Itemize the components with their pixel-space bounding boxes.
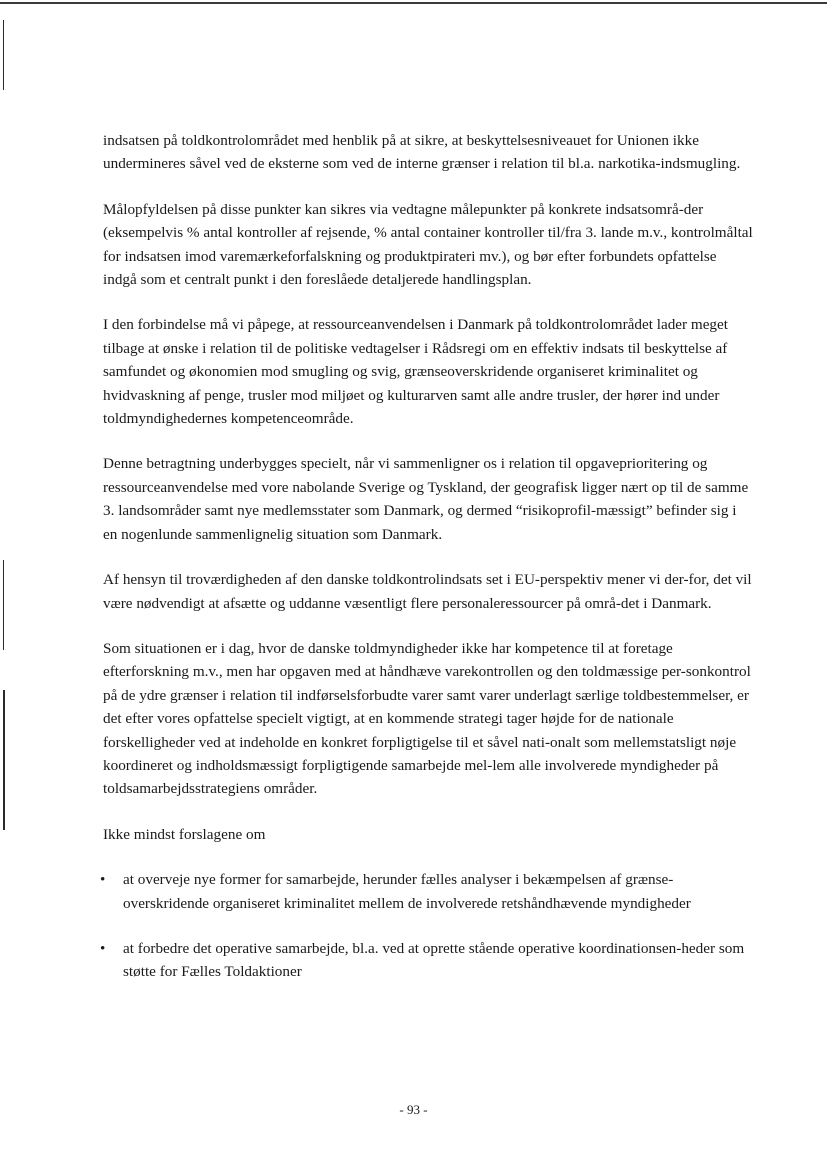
document-body: [103, 129, 753, 1006]
body-paragraph: Som situationen er i dag, hvor de danske toldmyndigheder ikke har kompetence til at foretage efterforskning m.v., men har opgaven med at håndhæve varekontrollen og den toldmæssige per-sonkontrol på de ydre grænser i relation til indførselsforbudte varer samt varer underlagt særlige toldbestemmelser, er det efter vores opfattelse specielt vigtigt, at en kommende strategi tager højde for de nationale forskelligheder ved at indeholde en konkret forpligtigelse til et såvel nati-onalt som mellemstatsligt nøje koordineret og indholdsmæssigt forpligtigende samarbejde mel-lem alle involverede myndigheder på toldsamarbejdsstrategiens områder.: [103, 639, 751, 798]
body-paragraph: Målopfyldelsen på disse punkter kan sikres via vedtagne målepunkter på konkrete indsatsområ-der (eksempelvis % antal kontroller af rejsende, % antal container kontroller til/fra 3. lande m.v., kontrolmåltal for indsatsen imod varemærkeforfalskning og produktpirateri mv.), og bør efter forbundets opfattelse indgå som et centralt punkt i den foreslåede detaljerede handlingsplan.: [103, 200, 753, 289]
left-margin-mark: [3, 560, 4, 650]
body-paragraph: I den forbindelse må vi påpege, at ressourceanvendelsen i Danmark på toldkontrolområdet lader meget tilbage at ønske i relation til de politiske vedtagelser i Rådsregi om en effektiv indsats til beskyttelse af samfundet og økonomien mod smugling og svig, grænseoverskridende organiseret kriminalitet og hvidvaskning af penge, trusler mod miljøet og kulturarven samt alle andre trusler, der hører ind under toldmyndighedernes kompetenceområde.: [103, 316, 728, 428]
body-paragraph: Ikke mindst forslagene om: [103, 825, 266, 843]
bullet-item: • at overveje nye former for samarbejde, herunder fælles analyser i bekæmpelsen af grænse-overskridende organiseret kriminalitet mellem de involverede retshåndhævende myndigheder: [103, 868, 753, 915]
body-paragraph: Af hensyn til troværdigheden af den danske toldkontrolindsats set i EU-perspektiv mener vi der-for, det vil være nødvendigt at afsætte og uddanne væsentligt flere personaleressourcer på områ-det i Danmark.: [103, 571, 752, 612]
left-margin-mark: [3, 690, 5, 830]
body-paragraph: Denne betragtning underbygges specielt, når vi sammenligner os i relation til opgaveprioritering og ressourceanvendelse med vore nabolande Sverige og Tyskland, der geografisk ligger nært op til de samme 3. landsområder samt nye medlemsstater som Danmark, og dermed “risikoprofil-mæssigt” befinder sig i en nogenlunde sammenlignelig situation som Danmark.: [103, 455, 749, 543]
body-paragraph: indsatsen på toldkontrolområdet med henblik på at sikre, at beskyttelsesniveauet for Unionen ikke undermineres såvel ved de eksterne som ved de interne grænser i relation til bl.a. narkotika-indsmugling.: [103, 132, 741, 173]
page-number: - 93 -: [399, 1102, 428, 1117]
bullet-list: [103, 868, 753, 984]
top-scan-rule: [0, 2, 827, 4]
left-margin-mark: [3, 20, 4, 90]
bullet-item: • at forbedre det operative samarbejde, bl.a. ved at oprette stående operative koordinationsen-heder som støtte for Fælles Toldaktioner: [103, 937, 753, 984]
